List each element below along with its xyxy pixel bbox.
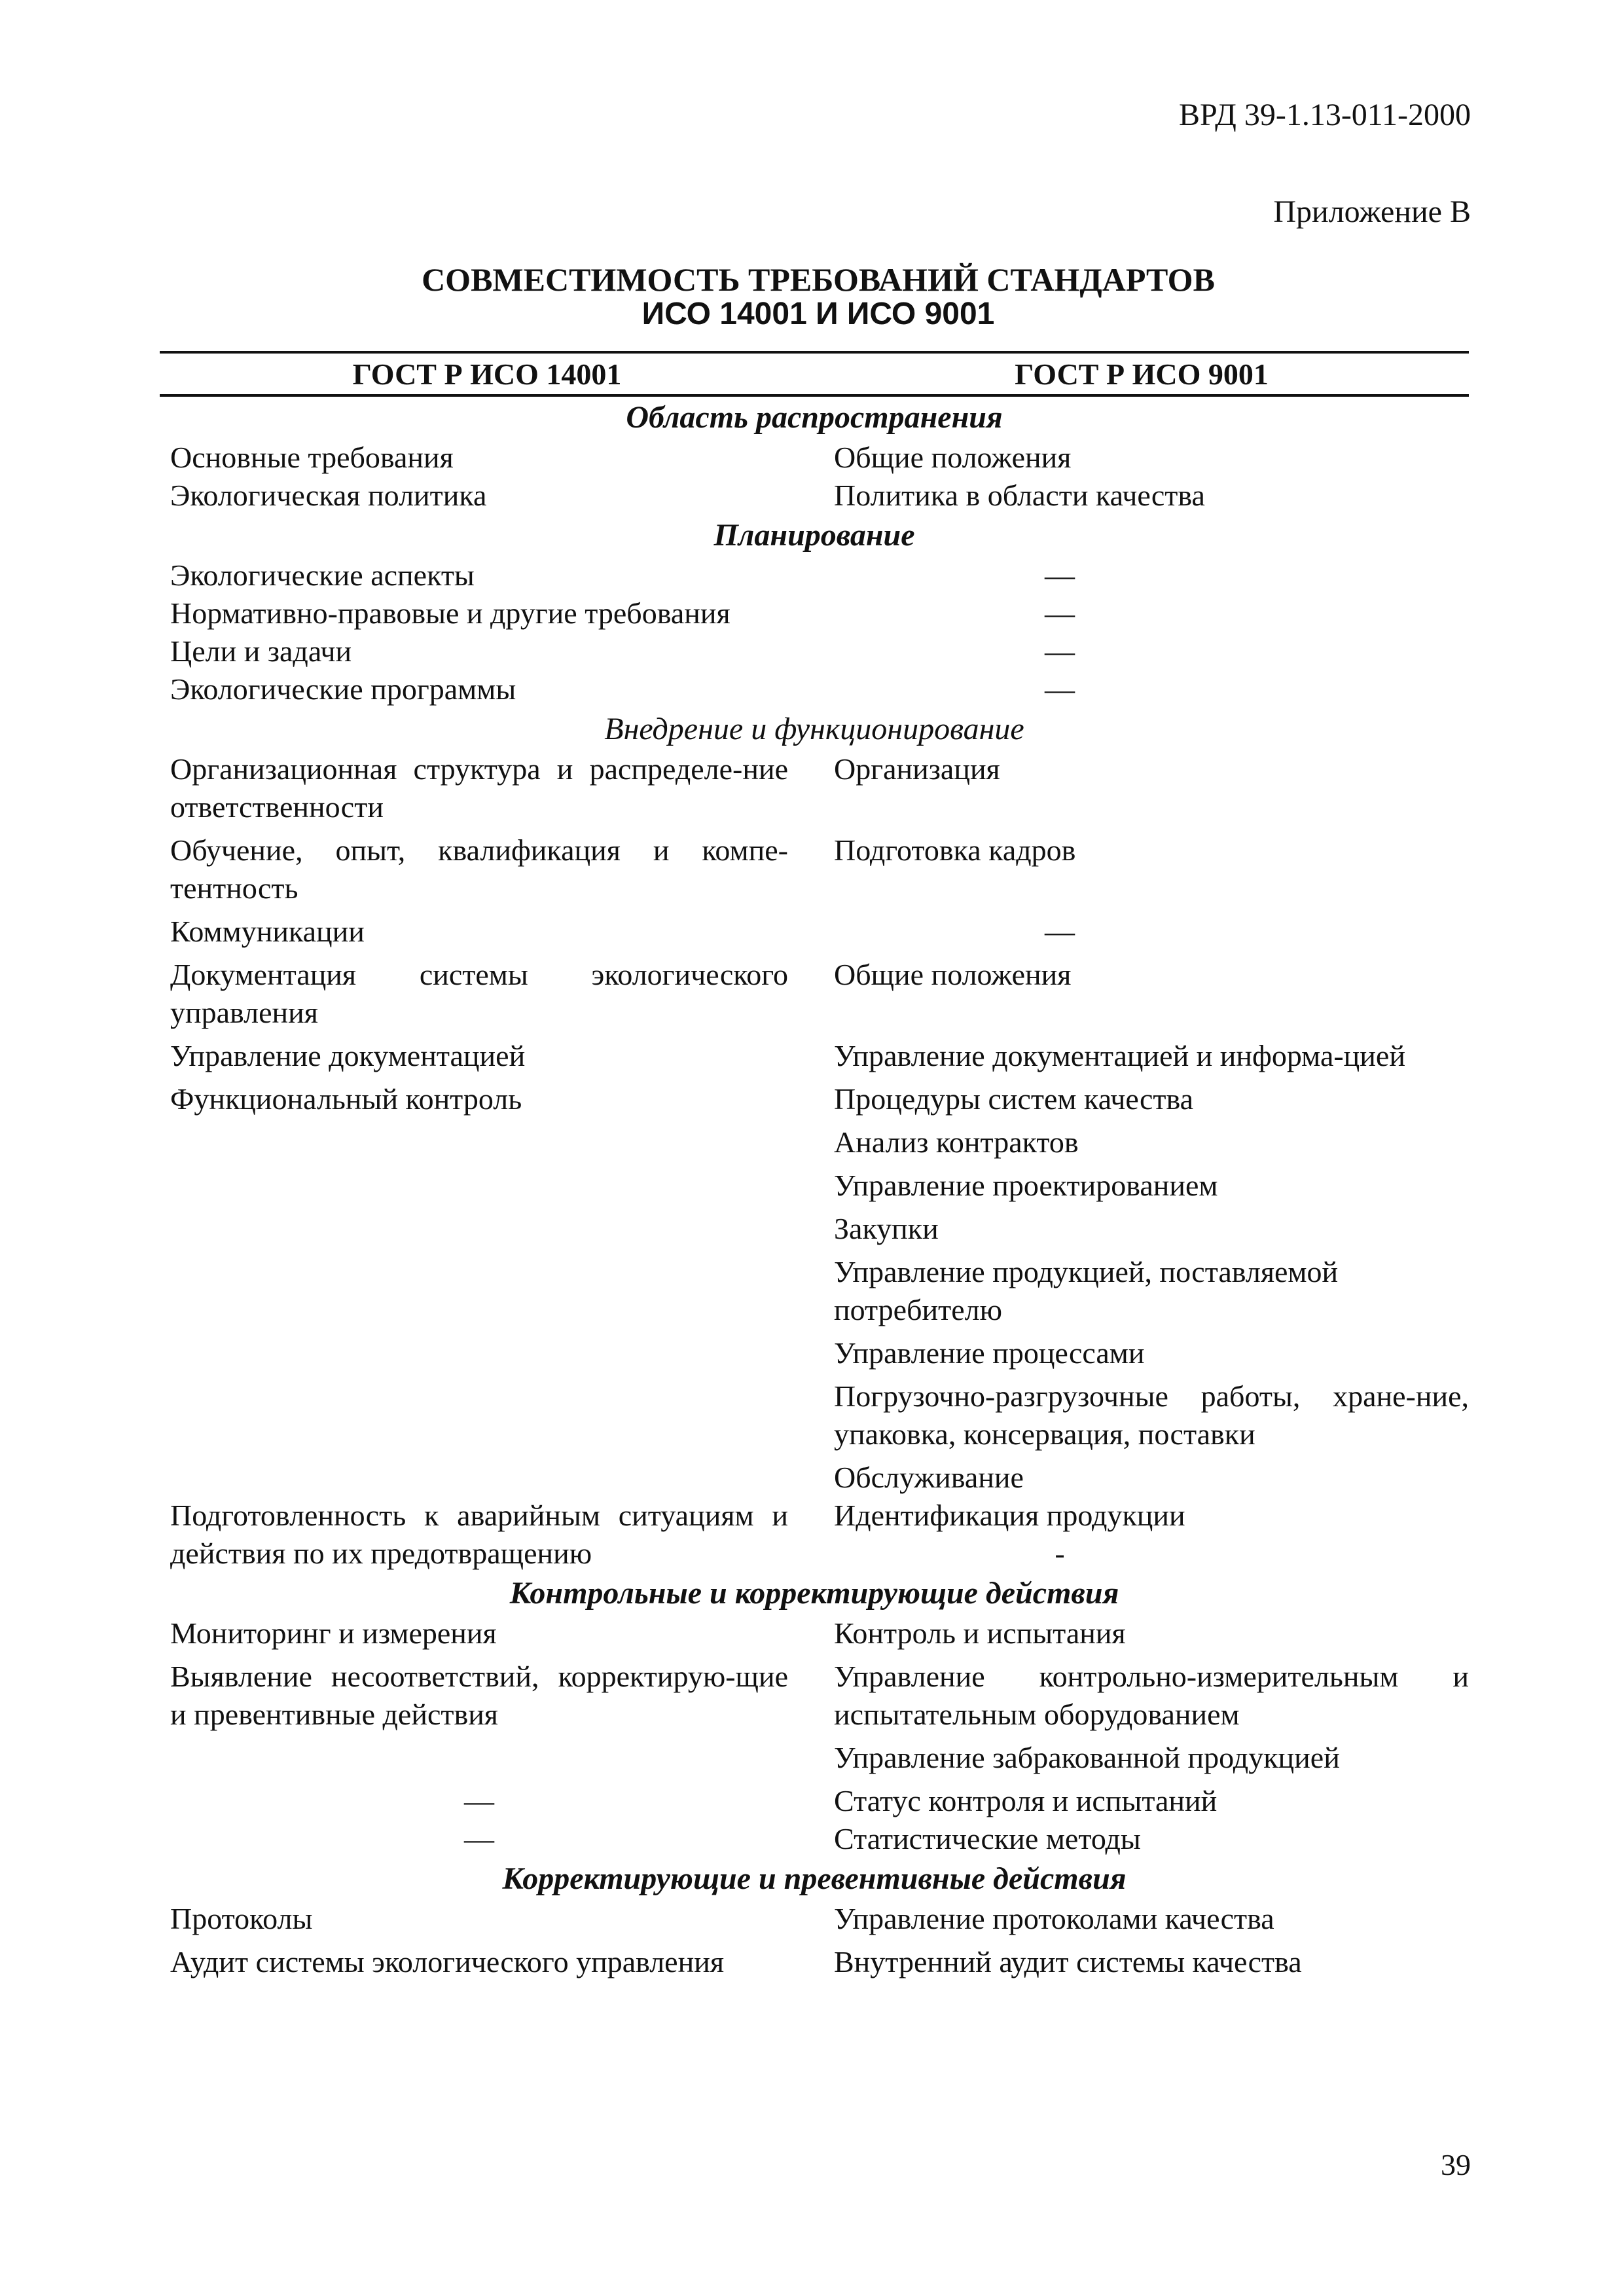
section-heading: Область распространения: [626, 400, 1003, 435]
cell-left: Основные требования: [170, 441, 454, 474]
compatibility-table: [160, 351, 1469, 1981]
table-row: [160, 1658, 1469, 1734]
section-heading: Планирование: [713, 518, 915, 553]
cell-right: —: [1045, 596, 1075, 630]
cell-right-dash: -: [1055, 1537, 1065, 1570]
column-header-iso14001: ГОСТ Р ИСО 14001: [352, 357, 622, 391]
cell-right: Управление протоколами качества: [834, 1902, 1274, 1935]
page-number: 39: [1441, 2148, 1471, 2181]
table-row: [160, 1739, 1469, 1777]
cell-left: —: [464, 1784, 494, 1817]
cell-left: Функциональный контроль: [170, 1082, 522, 1116]
table-row: [160, 556, 1469, 594]
cell-left: —: [464, 1822, 494, 1855]
table-row: [160, 1459, 1469, 1497]
cell-right: [814, 1497, 1469, 1573]
cell-left: Цели и задачи: [170, 634, 352, 668]
cell-right: Управление проектированием: [834, 1169, 1218, 1202]
cell-left: Мониторинг и измерения: [170, 1616, 497, 1650]
table-row: [160, 1167, 1469, 1205]
cell-right: Управление документацией и информа-цией: [834, 1039, 1405, 1072]
table-row: [160, 670, 1469, 708]
cell-right-line: Идентификация продукции: [834, 1499, 1185, 1532]
table-row: [160, 750, 1469, 826]
cell-right: Общие положения: [834, 441, 1072, 474]
section-heading: Корректирующие и превентивные действия: [502, 1861, 1127, 1896]
cell-right: Статус контроля и испытаний: [834, 1784, 1218, 1817]
cell-right: Управление продукцией, поставляемой потребителю: [834, 1255, 1339, 1326]
cell-right: —: [1045, 634, 1075, 668]
table-row: [160, 1334, 1469, 1372]
table-row: [160, 1377, 1469, 1453]
page-subtitle: ИСО 14001 И ИСО 9001: [641, 297, 995, 331]
table-header: [160, 354, 1469, 394]
cell-right: Управление забракованной продукцией: [834, 1741, 1340, 1774]
cell-left: Выявление несоответствий, корректирую-щие и превентивные действия: [170, 1660, 788, 1731]
table-row: [160, 913, 1469, 951]
section-heading: Контрольные и корректирующие действия: [509, 1576, 1119, 1611]
cell-left: Управление документацией: [170, 1039, 526, 1072]
cell-left: Нормативно-правовые и другие требования: [170, 596, 731, 630]
table-row: [160, 632, 1469, 670]
cell-right: Управление процессами: [834, 1336, 1145, 1370]
cell-left: Экологические аспекты: [170, 558, 475, 592]
cell-right: Процедуры систем качества: [834, 1082, 1194, 1116]
cell-left: Документация системы экологического управления: [170, 958, 788, 1029]
cell-left: Экологическая политика: [170, 479, 487, 512]
cell-left: Подготовленность к аварийным ситуациям и действия по их предотвращению: [170, 1499, 788, 1570]
cell-right: —: [1045, 915, 1075, 948]
cell-right: —: [1045, 672, 1075, 706]
cell-right: Организация: [834, 752, 1000, 786]
cell-left: Протоколы: [170, 1902, 313, 1935]
table-row: [160, 1614, 1469, 1652]
cell-right: Статистические методы: [834, 1822, 1141, 1855]
table-row: [160, 831, 1469, 907]
table-row: [160, 1253, 1469, 1329]
cell-right: Закупки: [834, 1212, 939, 1245]
cell-right: Анализ контрактов: [834, 1125, 1079, 1159]
cell-right: Погрузочно-разгрузочные работы, хране-ние, упаковка, консервация, поставки: [834, 1379, 1469, 1451]
table-row: [160, 1080, 1469, 1118]
cell-right: Общие положения: [834, 958, 1072, 991]
table-row: [160, 1943, 1469, 1981]
table-row: [160, 1900, 1469, 1938]
cell-right: Управление контрольно-измерительным и испытательным оборудованием: [834, 1660, 1469, 1731]
column-header-iso9001: ГОСТ Р ИСО 9001: [1015, 357, 1269, 391]
table-row: [160, 477, 1469, 515]
section-heading: Внедрение и функционирование: [604, 712, 1024, 746]
appendix-label: Приложение В: [1273, 194, 1471, 229]
table-row: [160, 1037, 1469, 1075]
cell-right: Подготовка кадров: [834, 833, 1076, 867]
cell-left: Аудит системы экологического управления: [170, 1945, 724, 1978]
cell-right: Политика в области качества: [834, 479, 1205, 512]
table-row: [160, 1210, 1469, 1248]
table-row: [160, 1782, 1469, 1820]
cell-left: Обучение, опыт, квалификация и компе-тентность: [170, 833, 788, 905]
table-row: [160, 1123, 1469, 1161]
page-title: СОВМЕСТИМОСТЬ ТРЕБОВАНИЙ СТАНДАРТОВ: [422, 261, 1215, 298]
cell-right: —: [1045, 558, 1075, 592]
cell-left: Организационная структура и распределе-ние ответственности: [170, 752, 788, 824]
cell-right: Обслуживание: [834, 1461, 1024, 1494]
table-row: [160, 1497, 1469, 1573]
cell-right: Внутренний аудит системы качества: [834, 1945, 1302, 1978]
table-row: [160, 439, 1469, 477]
table-row: [160, 956, 1469, 1032]
cell-left: Коммуникации: [170, 915, 365, 948]
document-code: ВРД 39-1.13-011-2000: [1178, 98, 1471, 132]
table-row: [160, 1820, 1469, 1858]
cell-left: Экологические программы: [170, 672, 516, 706]
cell-right: Контроль и испытания: [834, 1616, 1126, 1650]
table-row: [160, 594, 1469, 632]
